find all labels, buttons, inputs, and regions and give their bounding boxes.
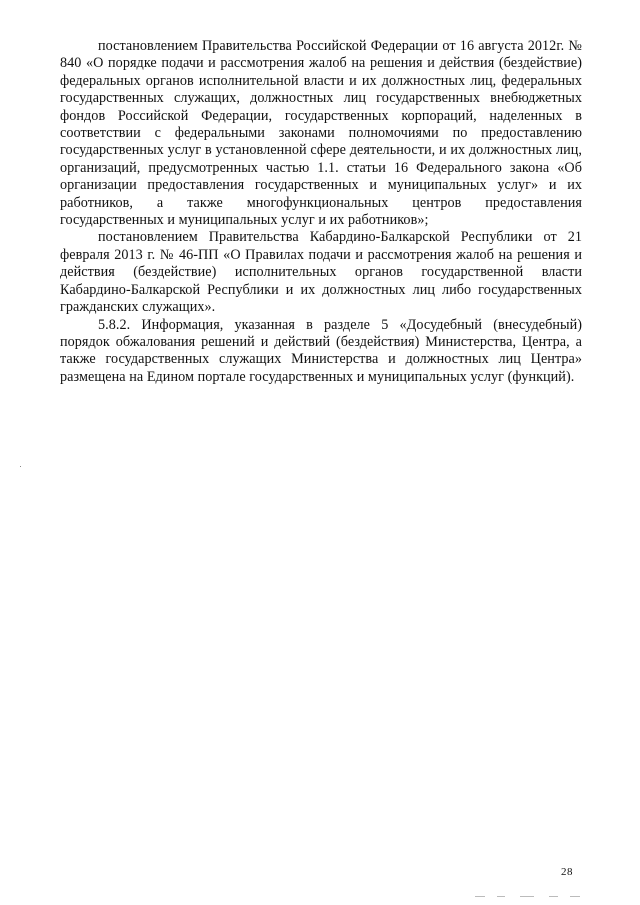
paragraph-5-8-2: 5.8.2. Информация, указанная в разделе 5 «Досудебный (внесудебный) порядок обжалования решений и действий (бездействия) Министерства, Центра, а также государственных служащих Министерства и должностных лиц Центра» размещена на Едином портале государственных и муниципальных услуг (функций). <box>60 316 582 385</box>
document-body <box>60 38 582 386</box>
scan-edge-mark <box>475 896 580 898</box>
paragraph-resolution-kbr-46pp: постановлением Правительства Кабардино-Балкарской Республики от 21 февраля 2013 г. № 46-ПП «О Правилах подачи и рассмотрения жалоб на решения и действия (бездействие) исполнительных органов государственной власти Кабардино-Балкарской Республики и их должностных лиц либо государственных гражданских служащих». <box>60 229 582 316</box>
page-number: 28 <box>561 866 573 878</box>
paragraph-resolution-rf-840: постановлением Правительства Российской Федерации от 16 августа 2012г. № 840 «О порядке подачи и рассмотрения жалоб на решения и действия (бездействие) федеральных органов исполнительной власти и их должностных лиц, федеральных государственных служащих, должностных лиц государственных внебюджетных фондов Российской Федерации, государственных корпораций, наделенных в соответствии с федеральными законами полномочиями по предоставлению государственных услуг в установленной сфере деятельности, и их должностных лиц, организаций, предусмотренных частью 1.1. статьи 16 Федерального закона «Об организации предоставления государственных и муниципальных услуг» и их работников, а также многофункциональных центров предоставления государственных и муниципальных услуг и их работников»; <box>60 38 582 229</box>
scan-speck <box>20 466 21 467</box>
